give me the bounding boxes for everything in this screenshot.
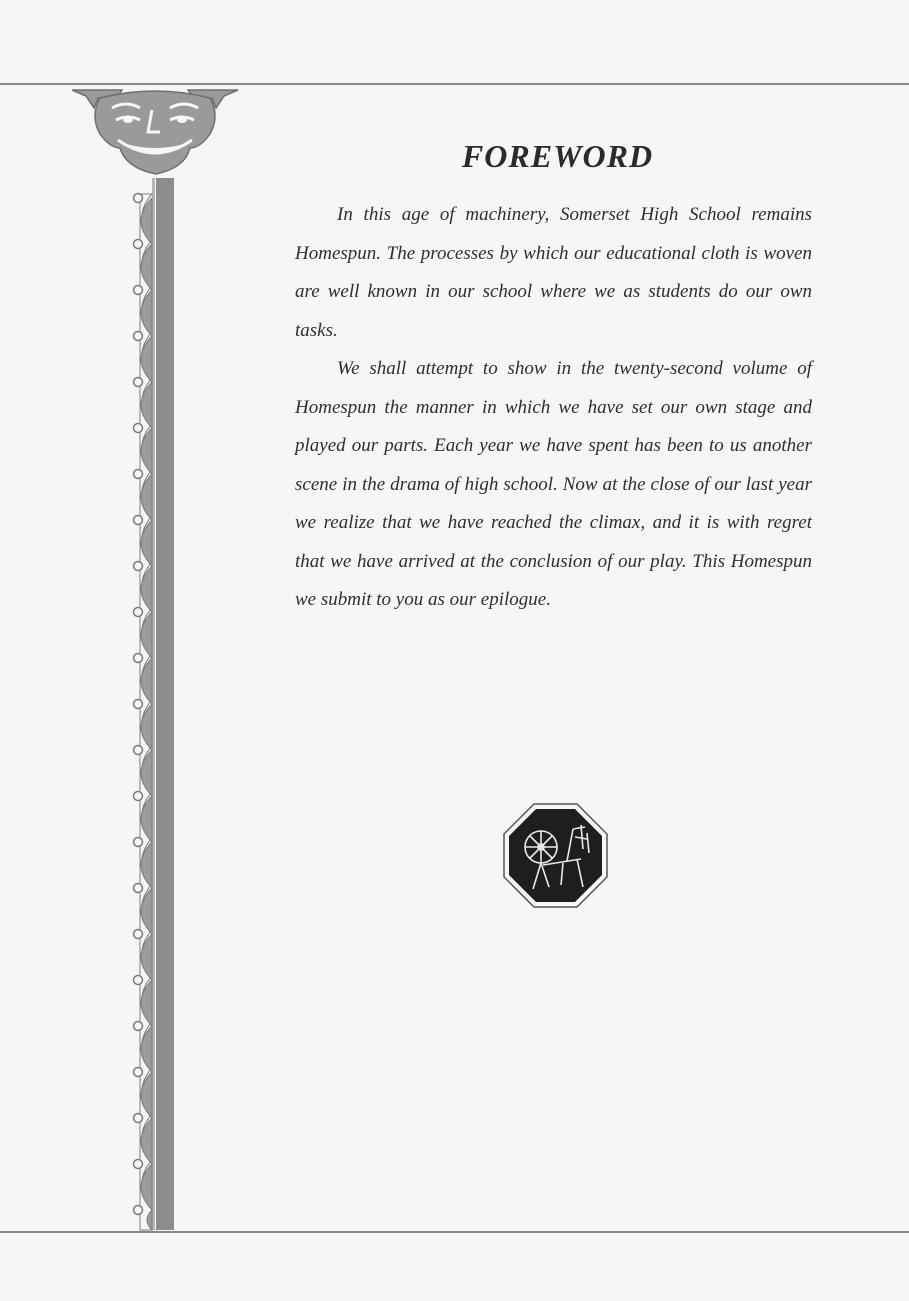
theater-mask-column-icon <box>60 86 250 1234</box>
foreword-body <box>295 196 812 620</box>
foreword-paragraph: We shall attempt to show in the twenty-second volume of Homespun the manner in which we have set our own stage and played our parts. Each year we have spent has been to us another scene in the drama of high school. Now at the close of our last year we realize that we have reached the climax, and it is with regret that we have arrived at the conclusion of our play. This Homespun we submit to you as our epilogue. <box>295 358 812 610</box>
page-title: FOREWORD <box>461 138 654 174</box>
top-rule <box>0 83 909 85</box>
foreword-paragraph: In this age of machinery, Somerset High School remains Homespun. The processes by which our educational cloth is woven are well known in our school where we as students do our own tasks. <box>295 204 812 341</box>
spinning-wheel-icon <box>503 803 608 908</box>
